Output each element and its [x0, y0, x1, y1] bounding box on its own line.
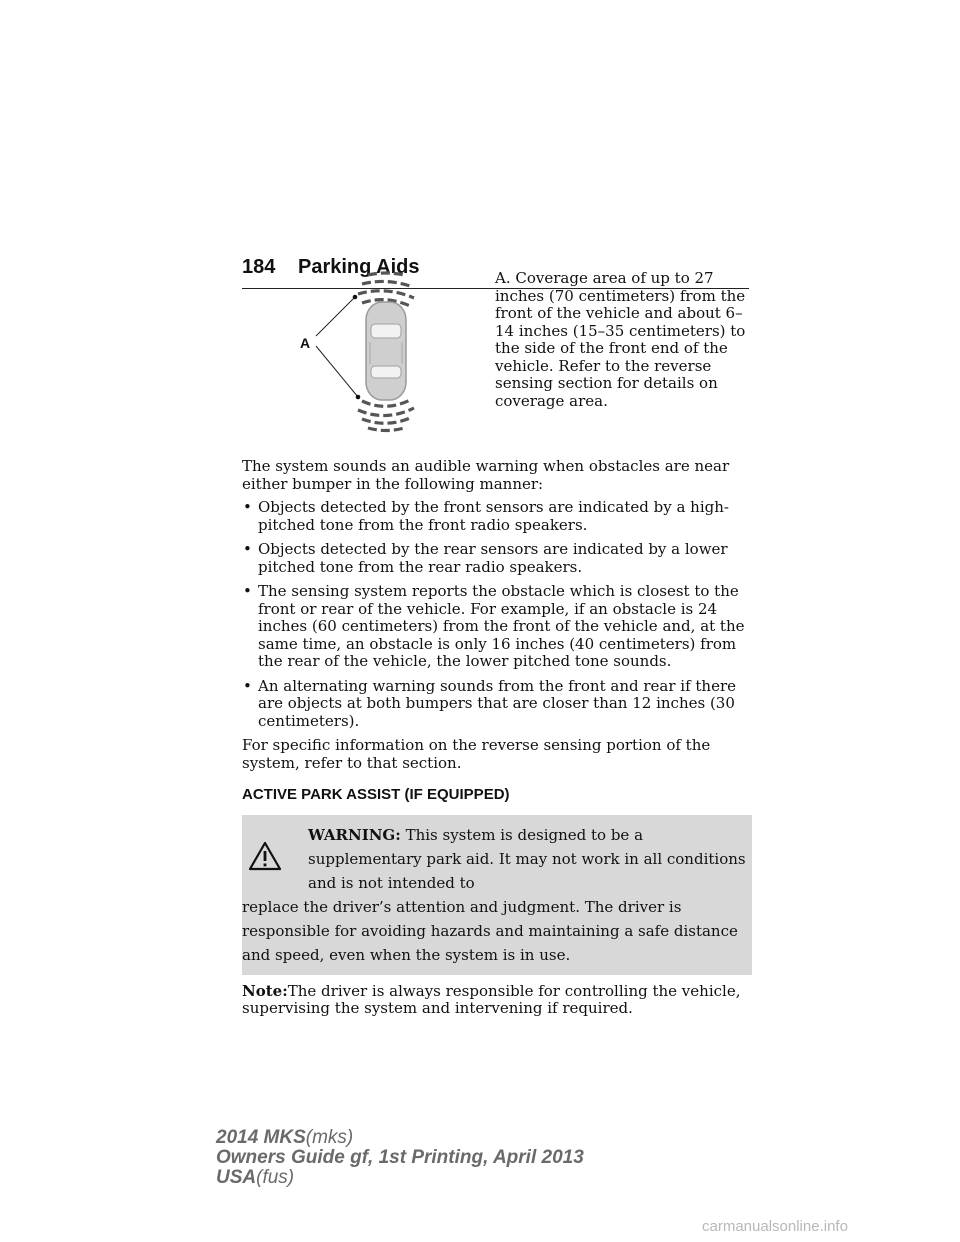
- reverse-sensing-reference: For specific information on the reverse sensing portion of the system, refer to that section.: [242, 736, 711, 772]
- car-outline: [366, 302, 406, 400]
- warning-label: WARNING:: [308, 825, 401, 844]
- bullet-marker: •: [243, 498, 252, 516]
- footer-guide-line: Owners Guide gf, 1st Printing, April 2013: [216, 1147, 584, 1168]
- active-park-assist-heading: ACTIVE PARK ASSIST (IF EQUIPPED): [242, 786, 510, 803]
- warning-triangle-icon: [248, 841, 282, 871]
- section-title: Parking Aids: [298, 256, 420, 278]
- bullet-list: [242, 499, 752, 730]
- list-item: [242, 499, 752, 534]
- list-item: [242, 583, 752, 671]
- bullet-marker: •: [243, 540, 252, 558]
- list-item: [242, 541, 752, 576]
- warning-text: This system is designed to be a supplementary park aid. It may not work in all conditions and is not intended to: [308, 825, 746, 892]
- page-number: 184: [242, 256, 276, 278]
- intro-paragraph: The system sounds an audible warning when obstacles are near either bumper in the following manner:: [242, 457, 730, 493]
- bullet-text: The sensing system reports the obstacle which is closest to the front or rear of the vehicle. For example, if an obstacle is 24 inches (60 centimeters) from the front of the vehicle and, at the same time, an obstacle is only 16 inches (40 centimeters) from the rear of the vehicle, the lower pitched tone sounds.: [258, 582, 745, 670]
- bullet-marker: •: [243, 582, 252, 600]
- print-footer: [216, 1128, 584, 1188]
- footer-model: 2014 MKS: [216, 1127, 306, 1148]
- footer-model-code: (mks): [305, 1127, 354, 1148]
- note-paragraph: [242, 983, 752, 1018]
- bullet-text: Objects detected by the rear sensors are indicated by a lower pitched tone from the rear radio speakers.: [258, 540, 728, 576]
- sensor-coverage-figure: [296, 266, 436, 438]
- list-item: [242, 678, 752, 731]
- warning-text-continued: replace the driver’s attention and judgment. The driver is responsible for avoiding hazards and maintaining a safe distance and speed, even when the system is in use.: [242, 897, 738, 964]
- footer-region: USA: [216, 1167, 257, 1188]
- figure-caption: A. Coverage area of up to 27 inches (70 centimeters) from the front of the vehicle and about 6–14 inches (15–35 centimeters) to the side of the front end of the vehicle. Refer to the reverse sensing section for details on coverage area.: [495, 269, 746, 410]
- rear-coverage-arcs: [358, 400, 414, 431]
- bullet-text: Objects detected by the front sensors are indicated by a high-pitched tone from the front radio speakers.: [258, 498, 729, 534]
- bullet-marker: •: [243, 676, 252, 695]
- watermark: carmanualsonline.info: [702, 1218, 848, 1235]
- warning-box: [242, 815, 752, 975]
- footer-region-code: (fus): [256, 1167, 295, 1188]
- body-text: [242, 458, 752, 1018]
- note-label: Note:: [242, 981, 288, 1000]
- callout-label-a: A: [300, 335, 311, 351]
- car-sensor-coverage-diagram: [296, 266, 436, 438]
- front-coverage-arcs: [358, 273, 414, 306]
- callout-lines: [316, 297, 358, 397]
- note-text: The driver is always responsible for controlling the vehicle, supervising the system and intervening if required.: [242, 981, 741, 1017]
- bullet-text: An alternating warning sounds from the front and rear if there are objects at both bumpers that are closer than 12 inches (30 centimeters).: [258, 676, 737, 730]
